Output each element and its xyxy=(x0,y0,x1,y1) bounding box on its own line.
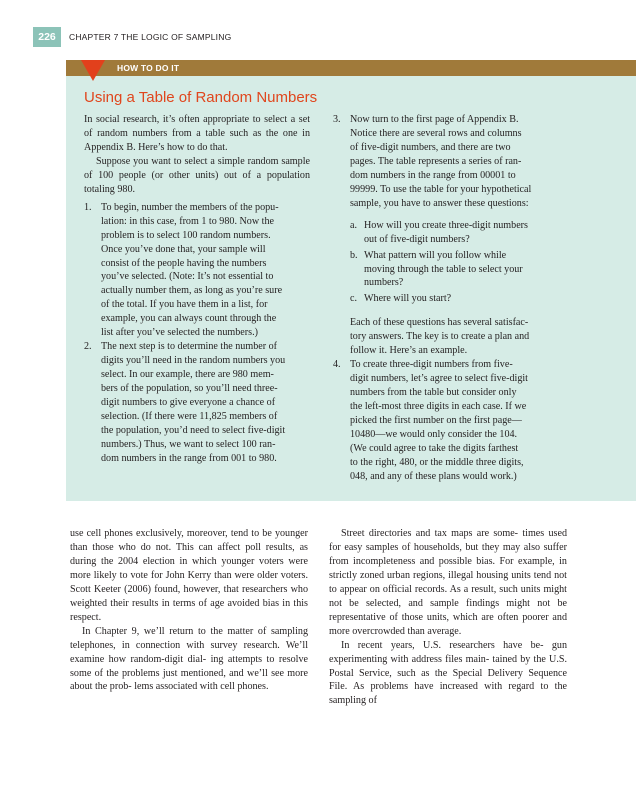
page-number: 226 xyxy=(33,27,61,47)
body-left-paragraph-2: In Chapter 9, we’ll return to the matter of sampling telephones, in connection with survey research. We’ll examine how random-digit dial- ing attempts to resolve some of the problems just mentioned, and we’ll see more about the prob- lems associated with cell phones. xyxy=(70,625,308,693)
step-4: 4. To create three-digit numbers from five- digit numbers, let’s agree to select five-digit numbers from the table but consider only the left-most three digits in each case. If we picked the first number on the first page— 10480—we would only consider the 104. (We could agree to take the digits farthest to the right, 480, or the middle three digits, 048, and any of these plans would work.) xyxy=(333,359,528,482)
question-c: c. Where will you start? xyxy=(350,293,452,305)
step-3: 3. Now turn to the first page of Appendix B. Notice there are several rows and columns of five-digit numbers, and there are two pages. The table represents a series of ran- dom numbers in the range from 00001 to 99999. To use the table for your hypothetical sample, you have to answer these questions: xyxy=(333,114,532,209)
box-title: Using a Table of Random Numbers xyxy=(84,89,318,106)
suppose-paragraph: Suppose you want to select a simple random sample of 100 people (or other units) out of a population totaling 980. xyxy=(84,155,310,195)
how-to-label: HOW TO DO IT xyxy=(117,63,180,73)
step-2: 2. The next step is to determine the number of digits you’ll need in the random numbers you select. In our example, there are 980 mem- bers of the population, so you’ll need three- digit numbers to give everyone a chance of selection. (If there were 11,825 members of the population, you’d need to select five-digit numbers.) Thus, we want to select 100 ran- dom numbers in the range from 001 to 980. xyxy=(84,341,286,464)
triangle-marker-icon xyxy=(81,60,105,81)
box-right-column xyxy=(333,113,567,484)
body-right-paragraph-2: In recent years, U.S. researchers have be- gun experimenting with address files main- tained by the U.S. Postal Service, such as the Special Delivery Sequence File. As problems have increased with regard to the sampling of xyxy=(329,639,567,707)
body-left-column xyxy=(70,527,308,694)
question-list xyxy=(333,219,567,307)
box-left-column xyxy=(84,113,310,466)
question-a: a. How will you create three-digit numbers out of five-digit numbers? xyxy=(350,219,528,245)
intro-paragraph: In social research, it’s often appropriate to select a set of random numbers from a table such as the one in Appendix B. Here’s how to do that. xyxy=(84,114,311,153)
body-right-column xyxy=(329,527,567,708)
body-left-paragraph-1: use cell phones exclusively, moreover, tend to be younger than those who do not. This can affect poll results, as during the 2004 election in which younger voters were more likely to vote for John Kerry than were older voters. Scott Keeter (2006) found, however, that researchers who weighted their results in terms of age avoided bias in this respect. xyxy=(70,528,309,623)
body-right-paragraph-1: Street directories and tax maps are some- times used for easy samples of households, but they may also suffer from incompleteness and possible bias. For example, in strictly zoned urban regions, illegal housing units tend not to appear on official records. As a result, such units might not be selected, and sample findings might not be representative of those units, which are often poorer and more overcrowded than average. xyxy=(329,528,567,637)
step-1: 1. To begin, number the members of the popu- lation: in this case, from 1 to 980. Now the problem is to select 100 random numbers. Once you’ve done that, your sample will consist of the people having the numbers you’ve selected. (Note: It’s not essential to actually number them, as long as you’re sure of the total. If you have them in a list, for example, you can always count through the list after you’ve selected the numbers.) xyxy=(84,201,283,339)
question-b: b. What pattern will you follow while moving through the table to select your numbers? xyxy=(350,249,523,289)
page-header xyxy=(0,27,636,47)
each-paragraph: Each of these questions has several satisfac- tory answers. The key is to create a plan and follow it. Here’s an example. xyxy=(350,317,530,357)
chapter-title: CHAPTER 7 THE LOGIC OF SAMPLING xyxy=(69,32,232,42)
